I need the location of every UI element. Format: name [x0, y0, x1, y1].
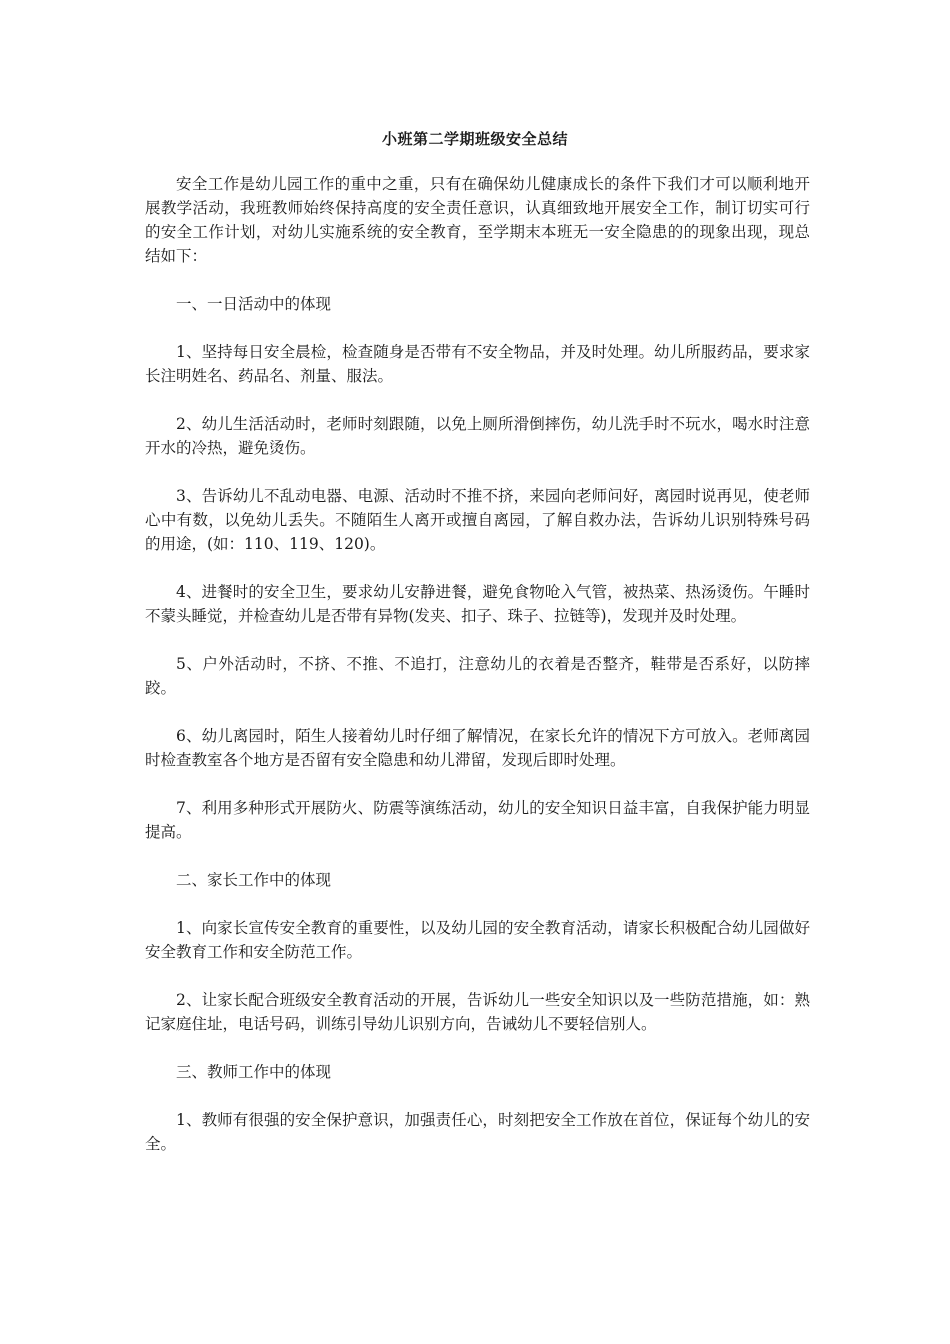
section-1-item-1: 1、坚持每日安全晨检，检查随身是否带有不安全物品，并及时处理。幼儿所服药品，要求家长注明姓名、药品名、剂量、服法。 [145, 343, 810, 385]
section-2-heading: 二、家长工作中的体现 [176, 871, 332, 889]
section-2-item-2: 2、让家长配合班级安全教育活动的开展，告诉幼儿一些安全知识以及一些防范措施，如：熟记家庭住址，电话号码，训练引导幼儿识别方向，告诫幼儿不要轻信别人。 [145, 991, 810, 1033]
section-1-item-7: 7、利用多种形式开展防火、防震等演练活动，幼儿的安全知识日益丰富，自我保护能力明显提高。 [145, 799, 810, 841]
section-1-item-4: 4、进餐时的安全卫生，要求幼儿安静进餐，避免食物呛入气管，被热菜、热汤烫伤。午睡时不蒙头睡觉，并检查幼儿是否带有异物(发夹、扣子、珠子、拉链等)，发现并及时处理。 [145, 583, 810, 625]
intro-paragraph: 安全工作是幼儿园工作的重中之重，只有在确保幼儿健康成长的条件下我们才可以顺利地开展教学活动，我班教师始终保持高度的安全责任意识，认真细致地开展安全工作，制订切实可行的安全工作计划，对幼儿实施系统的安全教育，至学期末本班无一安全隐患的的现象出现，现总结如下： [145, 175, 810, 265]
section-1-item-6: 6、幼儿离园时，陌生人接着幼儿时仔细了解情况，在家长允许的情况下方可放入。老师离园时检查教室各个地方是否留有安全隐患和幼儿滞留，发现后即时处理。 [145, 727, 810, 769]
document-title: 小班第二学期班级安全总结 [381, 130, 568, 148]
section-1-item-2: 2、幼儿生活活动时，老师时刻跟随，以免上厕所滑倒摔伤，幼儿洗手时不玩水，喝水时注意开水的冷热，避免烫伤。 [145, 415, 810, 457]
document-body [145, 172, 810, 1156]
section-1-item-3: 3、告诉幼儿不乱动电器、电源、活动时不推不挤，来园向老师问好，离园时说再见，使老师心中有数，以免幼儿丢失。不随陌生人离开或擅自离园，了解自救办法，告诉幼儿识别特殊号码的用途，(如：110、119、120)。 [145, 487, 810, 553]
section-1-heading: 一、一日活动中的体现 [176, 295, 332, 313]
section-3-heading: 三、教师工作中的体现 [176, 1063, 332, 1081]
section-2-item-1: 1、向家长宣传安全教育的重要性，以及幼儿园的安全教育活动，请家长积极配合幼儿园做好安全教育工作和安全防范工作。 [145, 919, 810, 961]
section-3-item-1: 1、教师有很强的安全保护意识，加强责任心，时刻把安全工作放在首位，保证每个幼儿的安全。 [145, 1111, 810, 1153]
section-1-item-5: 5、户外活动时，不挤、不推、不追打，注意幼儿的衣着是否整齐，鞋带是否系好，以防摔跤。 [145, 655, 810, 697]
